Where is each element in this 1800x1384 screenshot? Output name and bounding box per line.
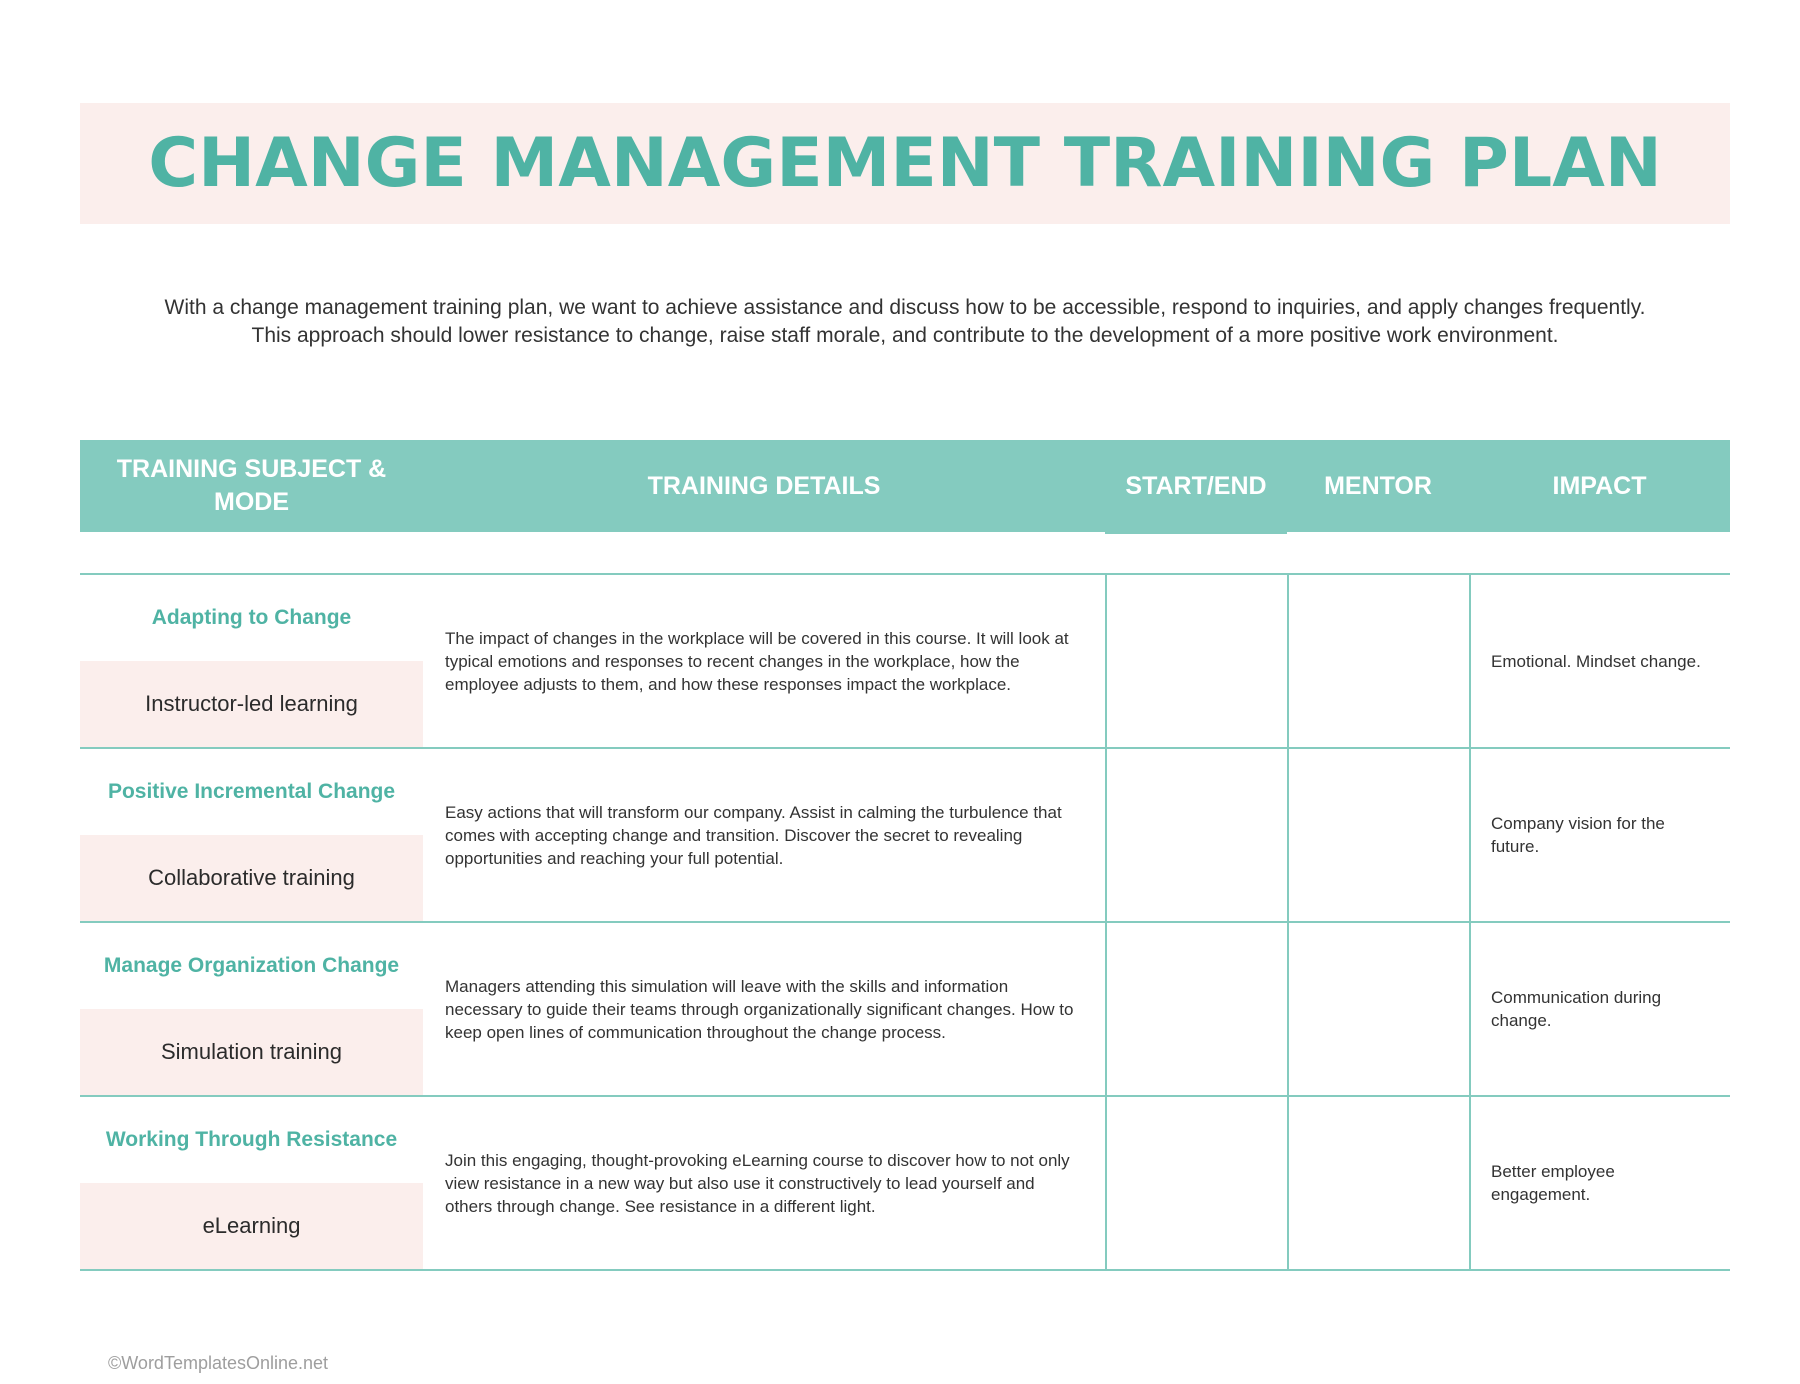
start-end-cell[interactable] [1105,1097,1287,1269]
impact-cell [1469,575,1730,747]
details-text: The impact of changes in the workplace will be covered in this course. It will look at typical emotions and responses to recent changes in the workplace, how the employee adjusts to them, and how these responses impact the workplace. [445,628,1069,694]
table-row [80,749,1730,923]
start-end-cell[interactable] [1105,923,1287,1095]
impact-text: Company vision for the future. [1491,814,1665,856]
subject-name: Adapting to Change [151,606,352,629]
header-mentor: MENTOR [1324,471,1432,500]
table-row [80,1097,1730,1271]
subject-name: Manage Organization Change [103,954,400,977]
details-text: Join this engaging, thought-provoking eLearning course to discover how to not only view resistance in a new way but also use it constructively to lead yourself and others through change. See resistance in a different light. [445,1150,1070,1216]
details-cell [423,575,1105,747]
table-row [80,575,1730,749]
subject-cell [80,1097,423,1269]
subject-cell [80,749,423,921]
subject-cell [80,575,423,747]
header-start-end: START/END [1125,471,1267,500]
header-subject: TRAINING SUBJECT & MODE [116,455,387,516]
impact-text: Emotional. Mindset change. [1491,651,1701,671]
subject-mode: eLearning [80,1183,423,1269]
subject-cell [80,923,423,1095]
subject-name: Working Through Resistance [105,1128,398,1151]
intro-line-2: This approach should lower resistance to change, raise staff morale, and contribute to the development of a more positive work environment. [251,324,1559,347]
mentor-cell[interactable] [1287,1097,1469,1269]
page-title: CHANGE MANAGEMENT TRAINING PLAN [148,124,1662,203]
mentor-cell[interactable] [1287,923,1469,1095]
header-impact: IMPACT [1552,471,1647,500]
start-end-cell[interactable] [1105,749,1287,921]
impact-text: Better employee engagement. [1491,1162,1615,1204]
subject-mode: Simulation training [80,1009,423,1095]
intro-line-1: With a change management training plan, we want to achieve assistance and discuss how to be accessible, respond to inquiries, and apply changes frequently. [164,296,1646,319]
copyright-footer: ©WordTemplatesOnline.net [108,1353,329,1373]
header-underline-start [1105,532,1287,534]
impact-cell [1469,749,1730,921]
header-details: TRAINING DETAILS [647,471,881,500]
impact-text: Communication during change. [1491,988,1662,1030]
subject-name: Positive Incremental Change [107,780,396,803]
impact-cell [1469,1097,1730,1269]
intro-paragraph [80,294,1730,350]
table-row [80,923,1730,1097]
subject-mode: Collaborative training [80,835,423,921]
subject-mode: Instructor-led learning [80,661,423,747]
details-cell [423,923,1105,1095]
details-cell [423,749,1105,921]
mentor-cell[interactable] [1287,749,1469,921]
impact-cell [1469,923,1730,1095]
details-text: Easy actions that will transform our company. Assist in calming the turbulence that comes with accepting change and transition. Discover the secret to revealing opportunities and reaching your full potential. [445,802,1062,868]
table-header [80,440,1730,532]
start-end-cell[interactable] [1105,575,1287,747]
details-cell [423,1097,1105,1269]
title-band [80,103,1730,224]
details-text: Managers attending this simulation will leave with the skills and information necessary to guide their teams through organizationally significant changes. How to keep open lines of communication throughout the change process. [445,976,1074,1042]
mentor-cell[interactable] [1287,575,1469,747]
training-table [80,573,1730,1271]
